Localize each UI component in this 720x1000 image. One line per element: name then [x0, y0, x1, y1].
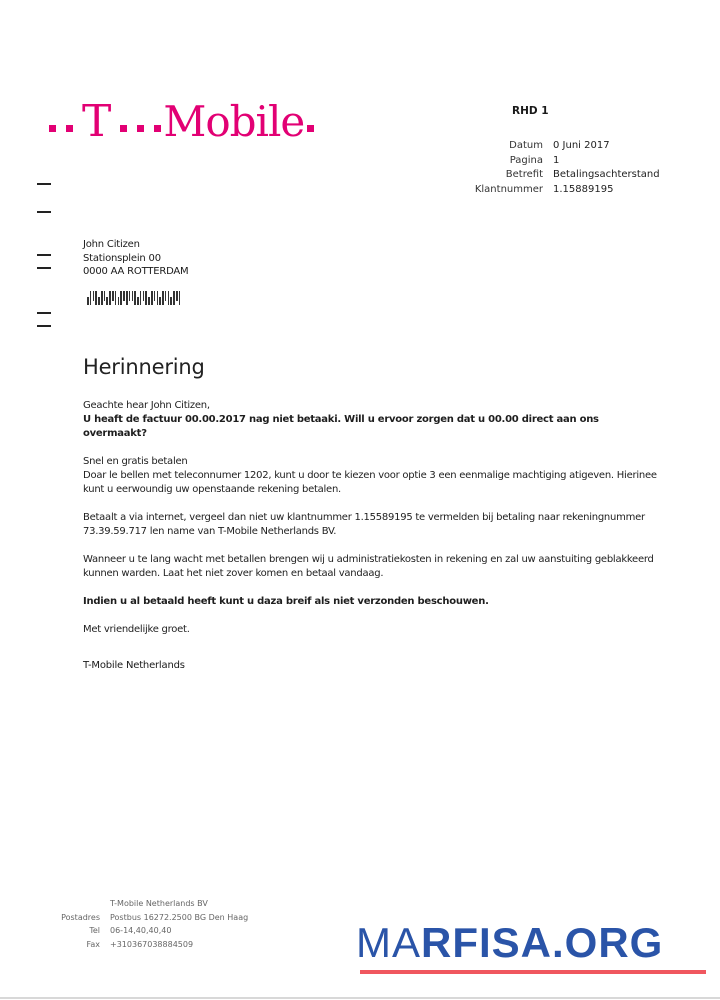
logo-wordmark: Mobile [163, 97, 305, 146]
meta-value: 0 Juni 2017 [553, 140, 610, 151]
recipient-street: Stationsplein 00 [83, 252, 161, 264]
intro-text: U heaft de factuur 00.00.2017 nag niet betaaki. Will u ervoor zorgen dat u 00.00 direct aan ons overmaakt? [83, 414, 599, 439]
section-heading: Snel en gratis betalen [83, 456, 188, 467]
footer-label: Fax [86, 939, 100, 949]
recipient-name: John Citizen [83, 239, 140, 250]
recipient-city: 0000 AA ROTTERDAM [83, 266, 189, 277]
meta-label: Pagina [509, 154, 543, 166]
footer-contact [50, 897, 248, 951]
meta-row-customer-number [440, 183, 660, 198]
footer-label: Postadres [61, 912, 100, 922]
footer-row-fax [50, 938, 248, 952]
logo-dot [154, 125, 161, 132]
meta-row-subject [440, 168, 660, 183]
meta-row-date [440, 139, 660, 154]
footer-row-postal [50, 911, 248, 925]
footer-label: Tel [89, 926, 100, 935]
fold-mark [37, 267, 51, 269]
paragraph-phone-payment: Doar le bellen met teleconnumer 1202, kunt u door te kiezen voor optie 3 een eenmalige machtiging atigeven. Hierinee kunt u eerwoundig uw openstaande rekening betalen. [83, 470, 657, 495]
logo-dot [66, 125, 73, 132]
meta-row-page [440, 154, 660, 169]
reference-code: RHD 1 [512, 105, 549, 117]
footer-company: T-Mobile Netherlands BV [110, 899, 208, 908]
watermark-part-1: MA [356, 919, 421, 966]
meta-label: Datum [509, 140, 543, 151]
paragraph-warning: Wanneer u te lang wacht met betallen brengen wij u administratiekosten in rekening en zal uw aanstuiting geblakkeerd kunnen warden. Laat het niet zover komen en betaal vandaag. [83, 554, 654, 579]
fold-mark [37, 211, 51, 213]
letter-title: Herinnering [83, 355, 205, 379]
signature: T-Mobile Netherlands [83, 660, 185, 671]
page-bottom-border [0, 997, 720, 999]
footer-value: Postbus 16272.2500 BG Den Haag [110, 912, 249, 922]
closing: Met vriendelijke groet. [83, 624, 190, 635]
meta-label: Klantnummer [474, 183, 543, 195]
salutation: Geachte hear John Citizen, [83, 400, 210, 411]
fold-mark [37, 325, 51, 327]
footer-value: 06-14,40,40,40 [110, 926, 172, 935]
logo-dot [120, 125, 127, 132]
logo-dot [137, 125, 144, 132]
letter-body [83, 399, 663, 651]
watermark-part-2: RFISA.ORG [421, 919, 664, 966]
paragraph-internet-payment: Betaalt a via internet, vergeel dan niet uw klantnummer 1.15589195 te vermelden bij betaling naar rekeningnummer 73.39.59.717 len name van T-Mobile Netherlands BV. [83, 512, 645, 537]
postal-barcode [87, 290, 180, 306]
fold-mark [37, 183, 51, 185]
logo-dot [307, 125, 314, 132]
logo-dot [49, 125, 56, 132]
watermark-underline [360, 970, 706, 974]
meta-value: 1 [553, 154, 560, 166]
marfisa-watermark [356, 919, 664, 966]
logo-t-letter: T [82, 96, 112, 147]
fold-mark [37, 254, 51, 256]
recipient-address [83, 238, 189, 279]
meta-label: Betrefit [505, 169, 543, 180]
letter-meta [440, 139, 660, 197]
paragraph-already-paid: Indien u al betaald heeft kunt u daza breif als niet verzonden beschouwen. [83, 596, 489, 607]
fold-mark [37, 312, 51, 314]
t-mobile-logo [44, 94, 319, 150]
meta-value: Betalingsachterstand [553, 169, 660, 180]
footer-row-tel [50, 924, 248, 938]
footer-company-row [50, 897, 248, 911]
footer-value: +310367038884509 [110, 939, 194, 949]
meta-value: 1.15889195 [553, 183, 614, 195]
